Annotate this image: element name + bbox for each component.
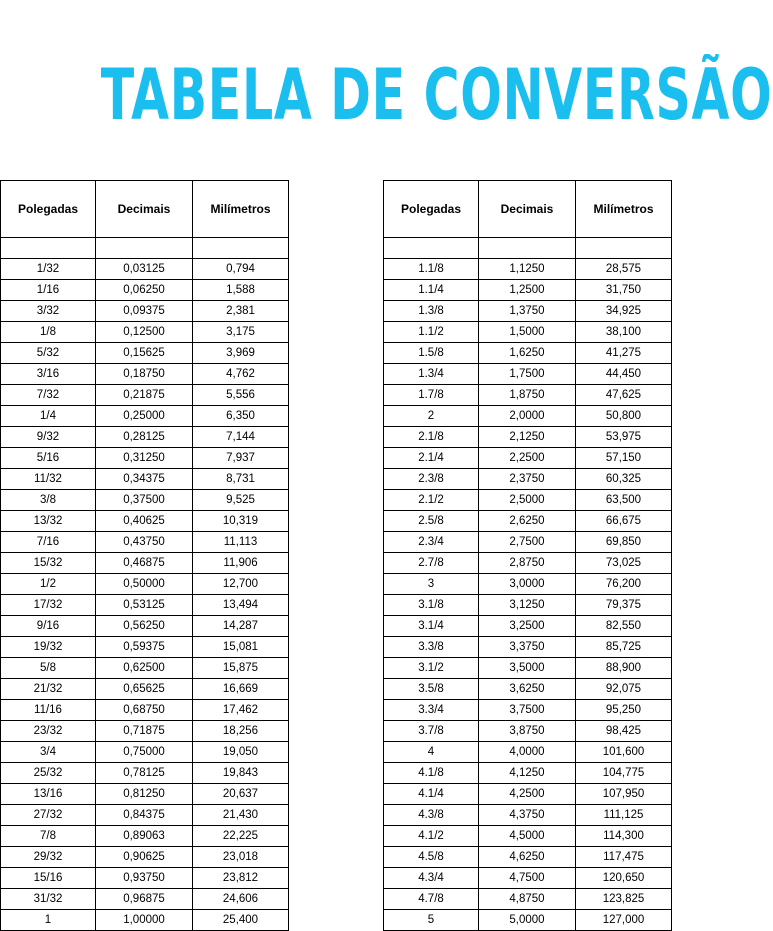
- cell-decimais: 0,68750: [96, 700, 193, 721]
- table-row: [1, 553, 289, 574]
- table-row: [1, 469, 289, 490]
- cell-decimais: 0,06250: [96, 280, 193, 301]
- cell-decimais: 4,5000: [479, 826, 576, 847]
- table-row: [1, 427, 289, 448]
- table-row: [1, 637, 289, 658]
- cell-decimais: 2,2500: [479, 448, 576, 469]
- cell-polegadas: 23/32: [1, 721, 96, 742]
- cell-decimais: 4,3750: [479, 805, 576, 826]
- cell-milimetros: 19,050: [193, 742, 289, 763]
- table-row: [1, 784, 289, 805]
- cell-decimais: 0,03125: [96, 259, 193, 280]
- table-row: [384, 658, 672, 679]
- cell-polegadas: 5/32: [1, 343, 96, 364]
- cell-milimetros: 16,669: [193, 679, 289, 700]
- table-row: [1, 259, 289, 280]
- cell-milimetros: 47,625: [576, 385, 672, 406]
- cell-polegadas: 3.7/8: [384, 721, 479, 742]
- cell-milimetros: 117,475: [576, 847, 672, 868]
- cell-milimetros: 57,150: [576, 448, 672, 469]
- cell-decimais: 5,0000: [479, 910, 576, 931]
- cell-decimais: 0,46875: [96, 553, 193, 574]
- cell-polegadas: 7/8: [1, 826, 96, 847]
- table-row: [1, 868, 289, 889]
- cell-decimais: 3,2500: [479, 616, 576, 637]
- cell-milimetros: 101,600: [576, 742, 672, 763]
- header-polegadas: Polegadas: [384, 181, 479, 238]
- divider-cell: [384, 238, 479, 259]
- cell-decimais: 0,43750: [96, 532, 193, 553]
- cell-polegadas: 13/32: [1, 511, 96, 532]
- cell-milimetros: 19,843: [193, 763, 289, 784]
- divider-cell: [479, 238, 576, 259]
- cell-polegadas: 7/32: [1, 385, 96, 406]
- table-row: [384, 847, 672, 868]
- cell-decimais: 0,71875: [96, 721, 193, 742]
- header-polegadas: Polegadas: [1, 181, 96, 238]
- conversion-table-right: [383, 180, 672, 931]
- cell-milimetros: 25,400: [193, 910, 289, 931]
- table-row: [1, 364, 289, 385]
- cell-polegadas: 3.3/4: [384, 700, 479, 721]
- cell-milimetros: 6,350: [193, 406, 289, 427]
- header-milimetros: Milímetros: [193, 181, 289, 238]
- cell-polegadas: 21/32: [1, 679, 96, 700]
- cell-milimetros: 82,550: [576, 616, 672, 637]
- cell-decimais: 4,2500: [479, 784, 576, 805]
- table-row: [384, 637, 672, 658]
- cell-decimais: 0,37500: [96, 490, 193, 511]
- cell-polegadas: 7/16: [1, 532, 96, 553]
- cell-polegadas: 13/16: [1, 784, 96, 805]
- cell-milimetros: 14,287: [193, 616, 289, 637]
- cell-decimais: 4,0000: [479, 742, 576, 763]
- cell-milimetros: 104,775: [576, 763, 672, 784]
- table-row: [1, 574, 289, 595]
- table-row: [384, 784, 672, 805]
- cell-milimetros: 28,575: [576, 259, 672, 280]
- table-row: [1, 679, 289, 700]
- cell-polegadas: 29/32: [1, 847, 96, 868]
- table-row: [384, 910, 672, 931]
- table-row: [1, 721, 289, 742]
- cell-polegadas: 4.7/8: [384, 889, 479, 910]
- cell-milimetros: 41,275: [576, 343, 672, 364]
- cell-decimais: 0,31250: [96, 448, 193, 469]
- cell-milimetros: 17,462: [193, 700, 289, 721]
- cell-polegadas: 1: [1, 910, 96, 931]
- cell-polegadas: 3/4: [1, 742, 96, 763]
- cell-polegadas: 19/32: [1, 637, 96, 658]
- page-title: TABELA DE CONVERSÃO: [100, 54, 773, 136]
- table-row: [384, 721, 672, 742]
- cell-polegadas: 3.3/8: [384, 637, 479, 658]
- cell-polegadas: 4.1/4: [384, 784, 479, 805]
- divider-cell: [193, 238, 289, 259]
- cell-decimais: 1,1250: [479, 259, 576, 280]
- cell-polegadas: 27/32: [1, 805, 96, 826]
- table-row: [384, 826, 672, 847]
- cell-polegadas: 9/16: [1, 616, 96, 637]
- cell-polegadas: 1/4: [1, 406, 96, 427]
- cell-milimetros: 11,906: [193, 553, 289, 574]
- table-row: [384, 868, 672, 889]
- cell-decimais: 3,1250: [479, 595, 576, 616]
- table-row: [1, 532, 289, 553]
- cell-milimetros: 44,450: [576, 364, 672, 385]
- cell-milimetros: 60,325: [576, 469, 672, 490]
- cell-milimetros: 7,144: [193, 427, 289, 448]
- cell-polegadas: 3.5/8: [384, 679, 479, 700]
- cell-decimais: 0,89063: [96, 826, 193, 847]
- cell-decimais: 0,96875: [96, 889, 193, 910]
- cell-milimetros: 20,637: [193, 784, 289, 805]
- cell-milimetros: 3,969: [193, 343, 289, 364]
- cell-polegadas: 2.5/8: [384, 511, 479, 532]
- cell-polegadas: 2.1/4: [384, 448, 479, 469]
- table-row: [384, 322, 672, 343]
- cell-polegadas: 1.1/4: [384, 280, 479, 301]
- cell-milimetros: 120,650: [576, 868, 672, 889]
- cell-milimetros: 23,018: [193, 847, 289, 868]
- cell-milimetros: 92,075: [576, 679, 672, 700]
- cell-decimais: 0,93750: [96, 868, 193, 889]
- cell-decimais: 1,2500: [479, 280, 576, 301]
- cell-decimais: 0,75000: [96, 742, 193, 763]
- cell-decimais: 0,25000: [96, 406, 193, 427]
- cell-polegadas: 2.1/8: [384, 427, 479, 448]
- cell-decimais: 2,8750: [479, 553, 576, 574]
- cell-decimais: 3,3750: [479, 637, 576, 658]
- cell-polegadas: 17/32: [1, 595, 96, 616]
- cell-decimais: 1,5000: [479, 322, 576, 343]
- cell-polegadas: 5/8: [1, 658, 96, 679]
- cell-polegadas: 1.1/2: [384, 322, 479, 343]
- cell-decimais: 1,3750: [479, 301, 576, 322]
- cell-polegadas: 9/32: [1, 427, 96, 448]
- cell-decimais: 3,6250: [479, 679, 576, 700]
- cell-decimais: 0,53125: [96, 595, 193, 616]
- cell-milimetros: 63,500: [576, 490, 672, 511]
- header-milimetros: Milímetros: [576, 181, 672, 238]
- cell-decimais: 0,34375: [96, 469, 193, 490]
- cell-polegadas: 1.3/4: [384, 364, 479, 385]
- table-row: [1, 847, 289, 868]
- cell-polegadas: 15/16: [1, 868, 96, 889]
- cell-milimetros: 4,762: [193, 364, 289, 385]
- cell-milimetros: 12,700: [193, 574, 289, 595]
- cell-decimais: 0,62500: [96, 658, 193, 679]
- cell-polegadas: 3/16: [1, 364, 96, 385]
- table-row: [384, 595, 672, 616]
- table-row: [384, 889, 672, 910]
- cell-polegadas: 4.3/8: [384, 805, 479, 826]
- cell-milimetros: 107,950: [576, 784, 672, 805]
- cell-polegadas: 11/32: [1, 469, 96, 490]
- cell-milimetros: 13,494: [193, 595, 289, 616]
- cell-milimetros: 76,200: [576, 574, 672, 595]
- cell-decimais: 0,12500: [96, 322, 193, 343]
- cell-decimais: 3,8750: [479, 721, 576, 742]
- table-row: [384, 700, 672, 721]
- table-row: [1, 910, 289, 931]
- cell-polegadas: 1.1/8: [384, 259, 479, 280]
- cell-polegadas: 3.1/2: [384, 658, 479, 679]
- cell-decimais: 0,09375: [96, 301, 193, 322]
- cell-decimais: 0,50000: [96, 574, 193, 595]
- cell-milimetros: 23,812: [193, 868, 289, 889]
- cell-decimais: 2,3750: [479, 469, 576, 490]
- header-row: [1, 181, 289, 238]
- cell-decimais: 0,81250: [96, 784, 193, 805]
- cell-polegadas: 1.7/8: [384, 385, 479, 406]
- table-row: [384, 742, 672, 763]
- table-row: [384, 301, 672, 322]
- cell-milimetros: 22,225: [193, 826, 289, 847]
- cell-decimais: 2,6250: [479, 511, 576, 532]
- cell-polegadas: 5: [384, 910, 479, 931]
- cell-milimetros: 11,113: [193, 532, 289, 553]
- table-row: [1, 385, 289, 406]
- cell-decimais: 1,7500: [479, 364, 576, 385]
- table-row: [1, 826, 289, 847]
- cell-milimetros: 9,525: [193, 490, 289, 511]
- cell-milimetros: 79,375: [576, 595, 672, 616]
- table-row: [384, 553, 672, 574]
- table-row: [1, 805, 289, 826]
- cell-milimetros: 8,731: [193, 469, 289, 490]
- table-row: [384, 427, 672, 448]
- cell-polegadas: 2.7/8: [384, 553, 479, 574]
- table-row: [384, 448, 672, 469]
- table-row: [384, 616, 672, 637]
- cell-milimetros: 21,430: [193, 805, 289, 826]
- cell-polegadas: 4.1/2: [384, 826, 479, 847]
- cell-decimais: 0,78125: [96, 763, 193, 784]
- cell-milimetros: 73,025: [576, 553, 672, 574]
- table-row: [1, 490, 289, 511]
- table-row: [1, 301, 289, 322]
- cell-decimais: 3,7500: [479, 700, 576, 721]
- cell-decimais: 2,0000: [479, 406, 576, 427]
- cell-polegadas: 2: [384, 406, 479, 427]
- table-row: [384, 679, 672, 700]
- table-row: [1, 658, 289, 679]
- table-row: [384, 511, 672, 532]
- cell-polegadas: 4.1/8: [384, 763, 479, 784]
- cell-decimais: 0,59375: [96, 637, 193, 658]
- cell-milimetros: 50,800: [576, 406, 672, 427]
- cell-decimais: 0,65625: [96, 679, 193, 700]
- cell-milimetros: 95,250: [576, 700, 672, 721]
- cell-milimetros: 34,925: [576, 301, 672, 322]
- cell-milimetros: 85,725: [576, 637, 672, 658]
- table-row: [384, 343, 672, 364]
- cell-polegadas: 1/32: [1, 259, 96, 280]
- cell-decimais: 2,1250: [479, 427, 576, 448]
- cell-decimais: 2,7500: [479, 532, 576, 553]
- cell-decimais: 0,28125: [96, 427, 193, 448]
- cell-polegadas: 3.1/8: [384, 595, 479, 616]
- cell-polegadas: 1.5/8: [384, 343, 479, 364]
- table-row: [384, 574, 672, 595]
- cell-milimetros: 127,000: [576, 910, 672, 931]
- cell-polegadas: 3/32: [1, 301, 96, 322]
- table-row: [1, 511, 289, 532]
- cell-milimetros: 5,556: [193, 385, 289, 406]
- cell-decimais: 3,0000: [479, 574, 576, 595]
- cell-polegadas: 1/2: [1, 574, 96, 595]
- divider-cell: [576, 238, 672, 259]
- cell-milimetros: 31,750: [576, 280, 672, 301]
- cell-milimetros: 111,125: [576, 805, 672, 826]
- cell-polegadas: 4.5/8: [384, 847, 479, 868]
- cell-milimetros: 24,606: [193, 889, 289, 910]
- cell-polegadas: 31/32: [1, 889, 96, 910]
- cell-milimetros: 38,100: [576, 322, 672, 343]
- cell-decimais: 1,8750: [479, 385, 576, 406]
- table-row: [1, 742, 289, 763]
- cell-polegadas: 3: [384, 574, 479, 595]
- cell-milimetros: 7,937: [193, 448, 289, 469]
- table-row: [384, 805, 672, 826]
- conversion-table-left: [0, 180, 289, 931]
- cell-polegadas: 2.3/4: [384, 532, 479, 553]
- table-row: [1, 700, 289, 721]
- table-row: [1, 406, 289, 427]
- cell-polegadas: 4.3/4: [384, 868, 479, 889]
- cell-polegadas: 5/16: [1, 448, 96, 469]
- cell-decimais: 4,7500: [479, 868, 576, 889]
- table-row: [384, 406, 672, 427]
- cell-decimais: 0,90625: [96, 847, 193, 868]
- cell-milimetros: 10,319: [193, 511, 289, 532]
- cell-milimetros: 66,675: [576, 511, 672, 532]
- cell-polegadas: 1/8: [1, 322, 96, 343]
- header-divider: [384, 238, 672, 259]
- cell-decimais: 0,15625: [96, 343, 193, 364]
- cell-polegadas: 25/32: [1, 763, 96, 784]
- table-row: [1, 448, 289, 469]
- table-row: [384, 259, 672, 280]
- cell-polegadas: 2.1/2: [384, 490, 479, 511]
- table-row: [384, 469, 672, 490]
- cell-decimais: 4,1250: [479, 763, 576, 784]
- table-row: [384, 385, 672, 406]
- cell-decimais: 0,56250: [96, 616, 193, 637]
- cell-milimetros: 1,588: [193, 280, 289, 301]
- table-row: [1, 889, 289, 910]
- cell-milimetros: 18,256: [193, 721, 289, 742]
- cell-milimetros: 69,850: [576, 532, 672, 553]
- table-row: [1, 280, 289, 301]
- cell-polegadas: 15/32: [1, 553, 96, 574]
- header-decimais: Decimais: [479, 181, 576, 238]
- cell-decimais: 0,18750: [96, 364, 193, 385]
- header-decimais: Decimais: [96, 181, 193, 238]
- table-row: [384, 490, 672, 511]
- cell-polegadas: 11/16: [1, 700, 96, 721]
- cell-decimais: 2,5000: [479, 490, 576, 511]
- header-row: [384, 181, 672, 238]
- divider-cell: [96, 238, 193, 259]
- cell-decimais: 1,00000: [96, 910, 193, 931]
- table-row: [384, 763, 672, 784]
- table-row: [1, 322, 289, 343]
- table-row: [384, 364, 672, 385]
- cell-decimais: 0,84375: [96, 805, 193, 826]
- cell-polegadas: 3/8: [1, 490, 96, 511]
- cell-milimetros: 114,300: [576, 826, 672, 847]
- cell-decimais: 3,5000: [479, 658, 576, 679]
- cell-polegadas: 3.1/4: [384, 616, 479, 637]
- cell-polegadas: 1.3/8: [384, 301, 479, 322]
- cell-decimais: 4,6250: [479, 847, 576, 868]
- table-row: [384, 532, 672, 553]
- cell-decimais: 0,40625: [96, 511, 193, 532]
- header-divider: [1, 238, 289, 259]
- cell-milimetros: 88,900: [576, 658, 672, 679]
- divider-cell: [1, 238, 96, 259]
- cell-milimetros: 2,381: [193, 301, 289, 322]
- cell-milimetros: 53,975: [576, 427, 672, 448]
- cell-polegadas: 4: [384, 742, 479, 763]
- cell-milimetros: 123,825: [576, 889, 672, 910]
- table-row: [1, 616, 289, 637]
- cell-milimetros: 98,425: [576, 721, 672, 742]
- cell-milimetros: 15,081: [193, 637, 289, 658]
- cell-polegadas: 1/16: [1, 280, 96, 301]
- cell-decimais: 1,6250: [479, 343, 576, 364]
- cell-polegadas: 2.3/8: [384, 469, 479, 490]
- table-row: [384, 280, 672, 301]
- table-row: [1, 763, 289, 784]
- cell-decimais: 0,21875: [96, 385, 193, 406]
- cell-milimetros: 0,794: [193, 259, 289, 280]
- table-row: [1, 595, 289, 616]
- table-row: [1, 343, 289, 364]
- cell-decimais: 4,8750: [479, 889, 576, 910]
- cell-milimetros: 3,175: [193, 322, 289, 343]
- cell-milimetros: 15,875: [193, 658, 289, 679]
